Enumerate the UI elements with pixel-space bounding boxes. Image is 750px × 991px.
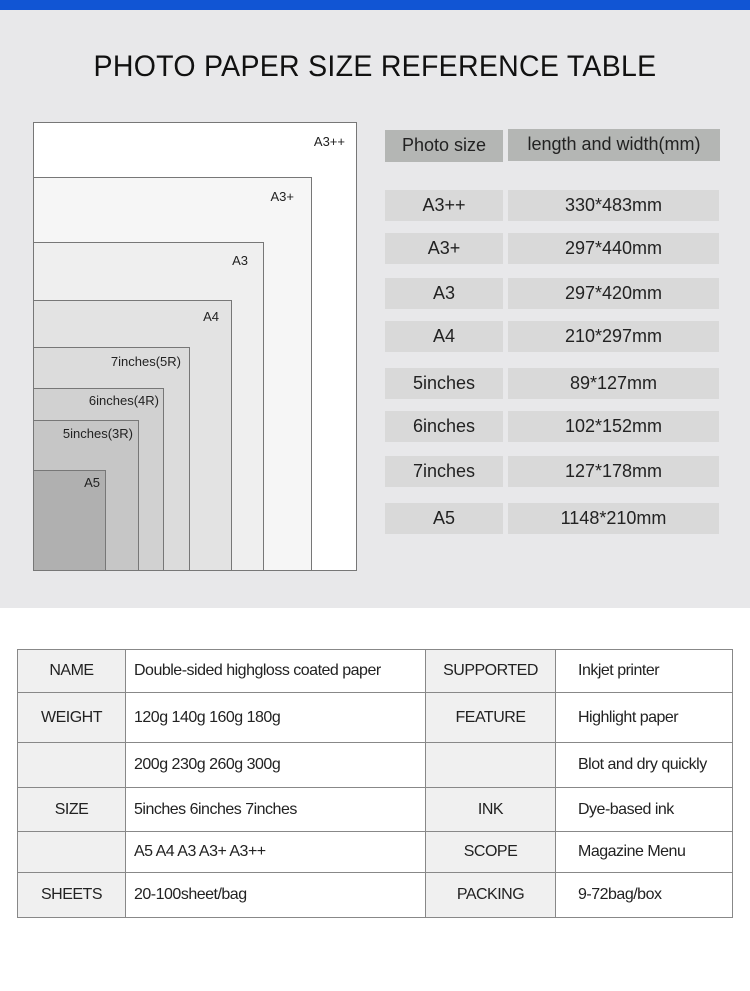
spec-key — [18, 832, 126, 873]
size-cell: A4 — [385, 321, 503, 352]
spec-key: NAME — [18, 650, 126, 693]
spec-key — [18, 743, 126, 788]
spec-row — [18, 873, 733, 918]
dims-cell: 1148*210mm — [508, 503, 719, 534]
size-cell: A3++ — [385, 190, 503, 221]
spec-value: Highlight paper — [556, 693, 733, 743]
spec-value: Double-sided highgloss coated paper — [126, 650, 426, 693]
spec-value: 120g 140g 160g 180g — [126, 693, 426, 743]
dims-cell: 89*127mm — [508, 368, 719, 399]
header-dimensions: length and width(mm) — [508, 129, 720, 161]
header-photo-size: Photo size — [385, 130, 503, 162]
spec-value: 20-100sheet/bag — [126, 873, 426, 918]
spec-table — [17, 649, 733, 918]
dims-cell: 330*483mm — [508, 190, 719, 221]
page-title: PHOTO PAPER SIZE REFERENCE TABLE — [93, 50, 657, 83]
size-cell: A5 — [385, 503, 503, 534]
spec-value: A5 A4 A3 A3+ A3++ — [126, 832, 426, 873]
spec-value: Magazine Menu — [556, 832, 733, 873]
spec-key — [426, 743, 556, 788]
spec-key: SHEETS — [18, 873, 126, 918]
dims-cell: 210*297mm — [508, 321, 719, 352]
dims-cell: 127*178mm — [508, 456, 719, 487]
label-a4: A4 — [203, 309, 219, 324]
size-cell: 7inches — [385, 456, 503, 487]
spec-key: FEATURE — [426, 693, 556, 743]
size-cell: A3 — [385, 278, 503, 309]
spec-key: INK — [426, 788, 556, 832]
spec-value: 5inches 6inches 7inches — [126, 788, 426, 832]
spec-row — [18, 788, 733, 832]
spec-row — [18, 743, 733, 788]
label-a5: A5 — [84, 475, 100, 490]
label-a3: A3 — [232, 253, 248, 268]
spec-key: SUPPORTED — [426, 650, 556, 693]
spec-value: Blot and dry quickly — [556, 743, 733, 788]
spec-key: PACKING — [426, 873, 556, 918]
dims-cell: 297*440mm — [508, 233, 719, 264]
label-6in: 6inches(4R) — [88, 393, 159, 408]
spec-row — [18, 832, 733, 873]
spec-value: 9-72bag/box — [556, 873, 733, 918]
rect-a5 — [33, 470, 106, 571]
spec-value: 200g 230g 260g 300g — [126, 743, 426, 788]
spec-row — [18, 693, 733, 743]
label-a3pp: A3++ — [313, 134, 345, 149]
spec-value: Dye-based ink — [556, 788, 733, 832]
size-cell: 6inches — [385, 411, 503, 442]
dims-cell: 102*152mm — [508, 411, 719, 442]
label-a3p: A3+ — [270, 189, 294, 204]
spec-value: Inkjet printer — [556, 650, 733, 693]
spec-row — [18, 650, 733, 693]
spec-key: SIZE — [18, 788, 126, 832]
label-7in: 7inches(5R) — [110, 354, 181, 369]
size-cell: A3+ — [385, 233, 503, 264]
top-accent-bar — [0, 0, 750, 10]
spec-key: SCOPE — [426, 832, 556, 873]
dims-cell: 297*420mm — [508, 278, 719, 309]
label-5in: 5inches(3R) — [62, 426, 133, 441]
spec-key: WEIGHT — [18, 693, 126, 743]
size-cell: 5inches — [385, 368, 503, 399]
